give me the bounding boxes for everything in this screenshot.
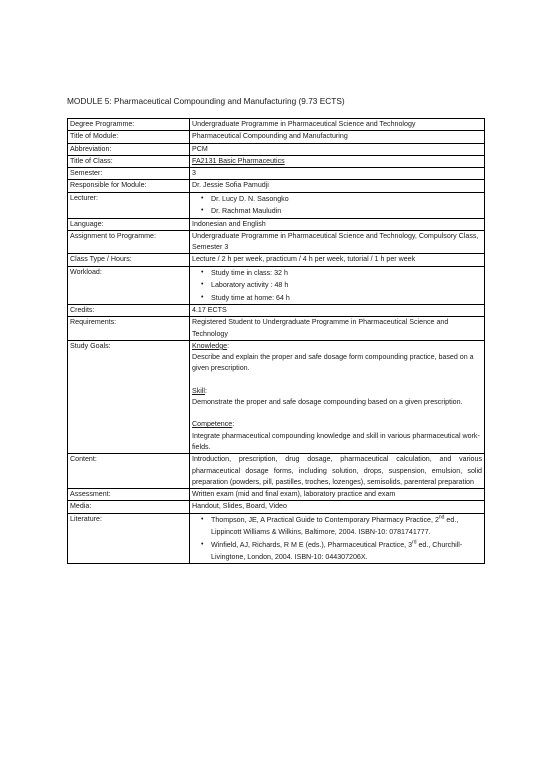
knowledge-heading-text: Knowledge — [192, 341, 228, 350]
row-value — [190, 513, 485, 564]
row-value: Introduction, prescription, drug dosage, pharmaceutical calculation, and various pharmaceutical dosage forms, including solution, drops, suspension, emulsion, solid preparation (powders, pill, pastilles, troches, lozenges), semisolids, parenteral preparation — [190, 454, 485, 489]
row-label: Media: — [68, 501, 190, 513]
row-label: Semester: — [68, 168, 190, 180]
knowledge-heading: Knowledge: — [192, 341, 230, 350]
row-value — [190, 340, 485, 453]
competence-heading: Competence: — [192, 420, 235, 429]
superscript: nd — [438, 514, 445, 521]
table-row — [68, 340, 485, 453]
row-label: Lecturer: — [68, 192, 190, 218]
row-label: Literature: — [68, 513, 190, 564]
row-label: Assessment: — [68, 489, 190, 501]
row-value — [190, 155, 485, 167]
skill-heading-text: Skill — [192, 386, 206, 395]
row-value: Indonesian and English — [190, 218, 485, 230]
class-title: FA2131 Basic Pharmaceutics — [192, 156, 285, 165]
row-value — [190, 266, 485, 304]
table-row — [68, 317, 485, 341]
literature-list — [192, 514, 482, 564]
skill-text: Demonstrate the proper and safe dosage compounding based on a given prescription. — [192, 398, 463, 407]
row-value: PCM — [190, 143, 485, 155]
module-table — [67, 118, 485, 564]
skill-heading: Skill: — [192, 386, 207, 395]
superscript: rd — [412, 539, 417, 546]
row-value: Written exam (mid and final exam), laboratory practice and exam — [190, 489, 485, 501]
row-value: 3 — [190, 168, 485, 180]
literature-text: Winfield, AJ, Richards, R M E (eds.), Pharmaceutical Practice, 3 — [211, 540, 413, 549]
table-row — [68, 143, 485, 155]
table-row — [68, 131, 485, 143]
list-item: • Laboratory activity : 48 h — [202, 279, 482, 291]
table-row — [68, 180, 485, 192]
table-row — [68, 230, 485, 254]
row-label: Credits: — [68, 305, 190, 317]
row-value: Handout, Slides, Board, Video — [190, 501, 485, 513]
row-value: Dr. Jessie Sofia Pamudji — [190, 180, 485, 192]
table-row — [68, 501, 485, 513]
row-label: Workload: — [68, 266, 190, 304]
table-row — [68, 513, 485, 564]
table-row — [68, 155, 485, 167]
row-value: Registered Student to Undergraduate Programme in Pharmaceutical Science and Technology — [190, 317, 485, 341]
table-row — [68, 168, 485, 180]
row-label: Class Type / Hours: — [68, 254, 190, 266]
list-item: • Study time at home: 64 h — [202, 292, 482, 304]
table-row — [68, 192, 485, 218]
literature-text: ed., Churchill-Livingtone, London, 2004. ISBN-10: 044307206X. — [211, 540, 463, 561]
row-label: Content: — [68, 454, 190, 489]
row-label: Requirements: — [68, 317, 190, 341]
row-label: Degree Programme: — [68, 119, 190, 131]
row-label: Language: — [68, 218, 190, 230]
table-row — [68, 489, 485, 501]
row-value: 4.17 ECTS — [190, 305, 485, 317]
list-item: • Dr. Rachmat Mauludin — [202, 205, 482, 217]
table-row — [68, 305, 485, 317]
list-item: • Study time in class: 32 h — [202, 267, 482, 279]
table-row — [68, 254, 485, 266]
literature-text: ed., Lippincott Williams & Wilkins, Baltimore, 2004. ISBN-10: 0781741777. — [211, 515, 459, 537]
row-label: Abbreviation: — [68, 143, 190, 155]
table-row — [68, 454, 485, 489]
competence-text: Integrate pharmaceutical compounding knowledge and skill in various pharmaceutical work-fields. — [192, 431, 480, 451]
table-row — [68, 266, 485, 304]
list-item — [202, 539, 482, 564]
module-title: MODULE 5: Pharmaceutical Compounding and Manufacturing (9.73 ECTS) — [67, 96, 345, 106]
competence-heading-text: Competence — [192, 420, 233, 429]
row-label: Title of Module: — [68, 131, 190, 143]
knowledge-text: Describe and explain the proper and safe dosage form compounding practice, based on a given prescription. — [192, 353, 474, 373]
list-item: • Dr. Lucy D. N. Sasongko — [202, 193, 482, 205]
row-label: Title of Class: — [68, 155, 190, 167]
row-value — [190, 192, 485, 218]
workload-list — [192, 267, 482, 304]
row-value: Lecture / 2 h per week, practicum / 4 h per week, tutorial / 1 h per week — [190, 254, 485, 266]
row-label: Study Goals: — [68, 340, 190, 453]
lecturer-list — [192, 193, 482, 218]
row-label: Responsible for Module: — [68, 180, 190, 192]
list-item — [202, 514, 482, 539]
table-row — [68, 218, 485, 230]
row-value: Pharmaceutical Compounding and Manufacturing — [190, 131, 485, 143]
row-value: Undergraduate Programme in Pharmaceutical Science and Technology, Compulsory Class, Semester 3 — [190, 230, 485, 254]
row-label: Assignment to Programme: — [68, 230, 190, 254]
literature-text: Thompson, JE, A Practical Guide to Contemporary Pharmacy Practice, 2 — [211, 515, 439, 524]
table-row — [68, 119, 485, 131]
row-value: Undergraduate Programme in Pharmaceutical Science and Technology — [190, 119, 485, 131]
